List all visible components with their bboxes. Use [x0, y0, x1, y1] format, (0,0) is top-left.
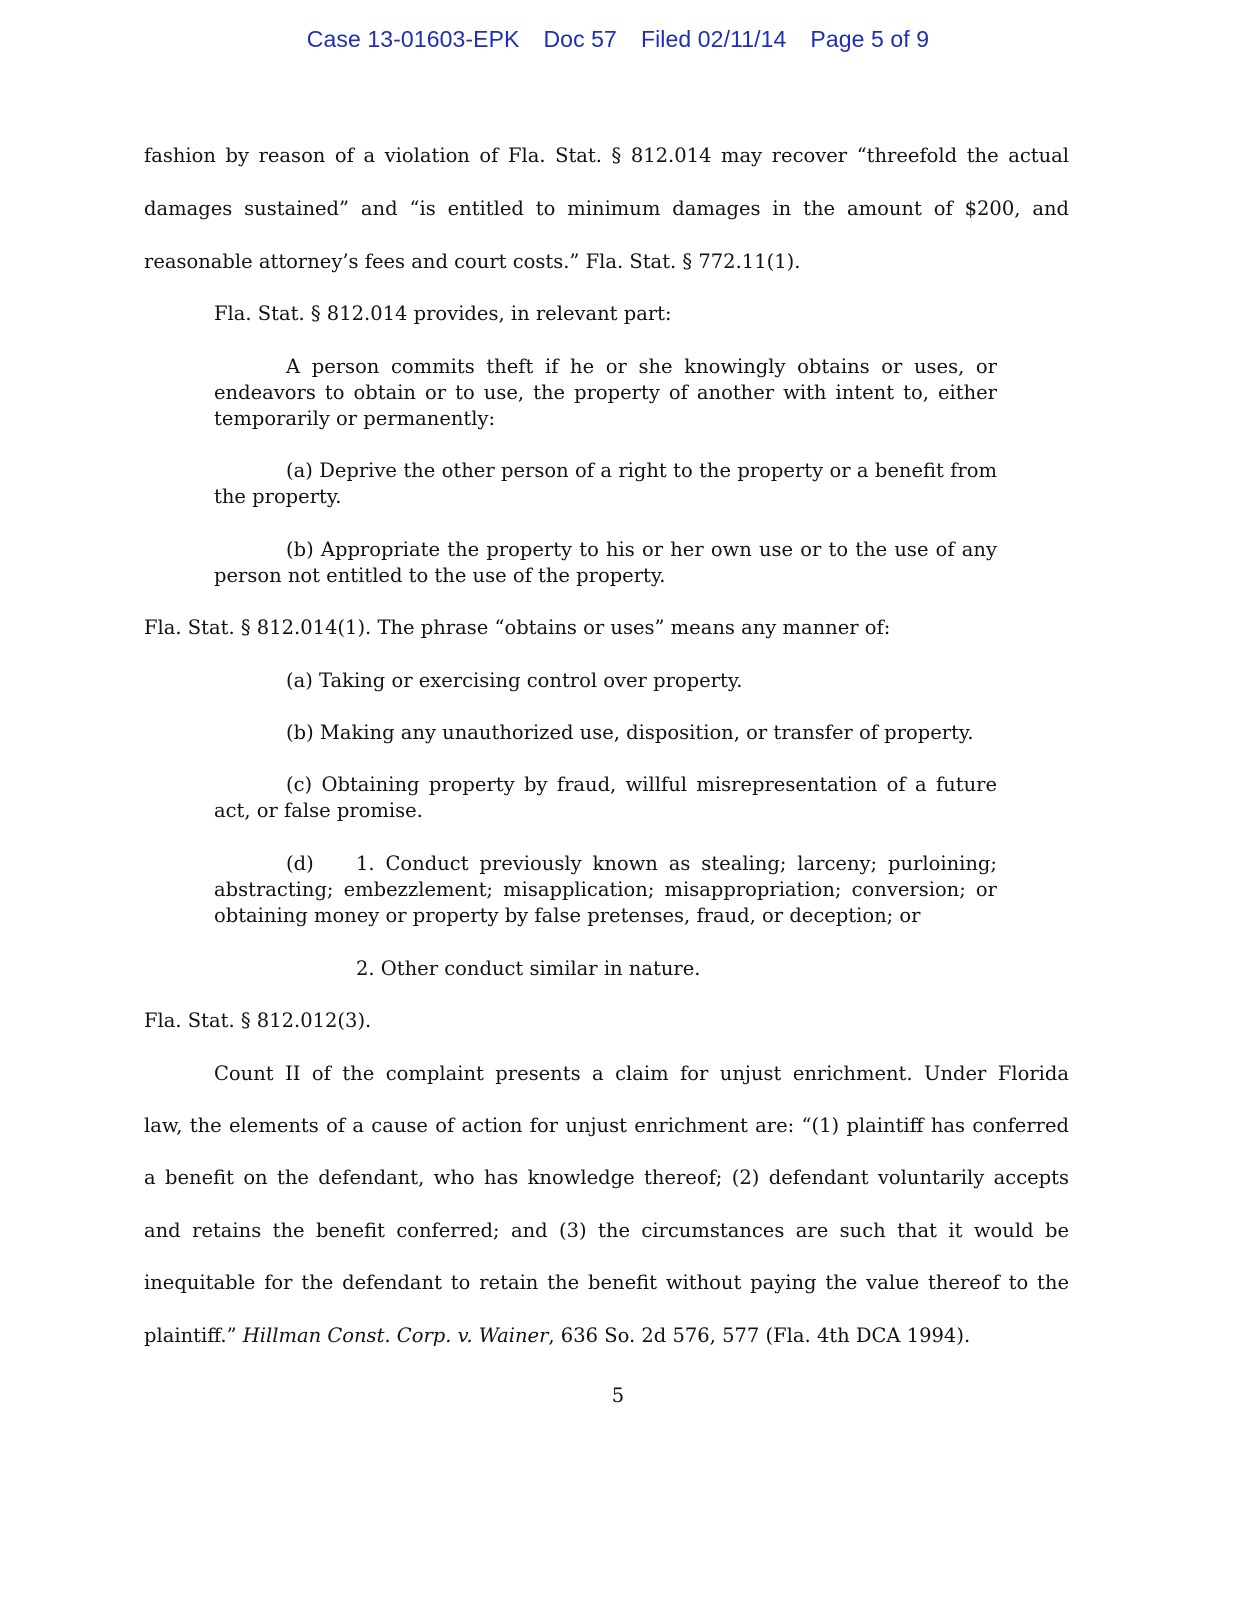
quote-line: person not entitled to the use of the property. — [214, 564, 666, 587]
quote-line: abstracting; embezzlement; misapplication; misappropriation; conversion; or — [214, 878, 997, 901]
doc-number: Doc 57 — [543, 26, 617, 52]
quote-line: act, or false promise. — [214, 799, 423, 822]
quote-line: A person commits theft if he or she knowingly obtains or uses, or — [286, 355, 997, 378]
quote-label: (d) — [286, 852, 314, 875]
body-line: and retains the benefit conferred; and (3) the circumstances are such that it would be — [144, 1219, 1069, 1242]
quote-line: (b) Making any unauthorized use, disposition, or transfer of property. — [286, 721, 974, 744]
body-line: law, the elements of a cause of action for unjust enrichment are: “(1) plaintiff has conferred — [144, 1114, 1069, 1137]
quote-line: (b) Appropriate the property to his or her own use or to the use of any — [286, 538, 997, 561]
page-number: 5 — [611, 1384, 625, 1407]
page-indicator: Page 5 of 9 — [810, 26, 930, 52]
quote-line: obtaining money or property by false pretenses, fraud, or deception; or — [214, 904, 921, 927]
filed-date: Filed 02/11/14 — [640, 26, 787, 52]
ecf-header — [0, 26, 1236, 53]
quote-line: (a) Taking or exercising control over property. — [286, 669, 743, 692]
body-line — [144, 1323, 970, 1349]
quote-line: the property. — [214, 485, 342, 508]
body-line: fashion by reason of a violation of Fla. Stat. § 812.014 may recover “threefold the actual — [144, 144, 1069, 167]
citation-pre: plaintiff.” — [144, 1324, 243, 1347]
body-line: Fla. Stat. § 812.014(1). The phrase “obtains or uses” means any manner of: — [144, 616, 891, 639]
quote-line: (c) Obtaining property by fraud, willful misrepresentation of a future — [286, 773, 997, 796]
body-line: Fla. Stat. § 812.014 provides, in relevant part: — [214, 302, 672, 325]
quote-line: 1. Conduct previously known as stealing; larceny; purloining; — [356, 852, 997, 875]
body-line: a benefit on the defendant, who has knowledge thereof; (2) defendant voluntarily accepts — [144, 1166, 1069, 1189]
quote-line: 2. Other conduct similar in nature. — [356, 957, 701, 980]
quote-line: (a) Deprive the other person of a right to the property or a benefit from — [286, 459, 997, 482]
body-line: Fla. Stat. § 812.012(3). — [144, 1009, 372, 1032]
case-number: Case 13-01603-EPK — [306, 26, 520, 52]
quote-line: temporarily or permanently: — [214, 407, 496, 430]
body-line: damages sustained” and “is entitled to minimum damages in the amount of $200, and — [144, 197, 1069, 220]
case-citation: Hillman Const. Corp. v. Wainer — [242, 1324, 549, 1347]
body-line: reasonable attorney’s fees and court costs.” Fla. Stat. § 772.11(1). — [144, 250, 801, 273]
body-line: Count II of the complaint presents a claim for unjust enrichment. Under Florida — [214, 1062, 1069, 1085]
quote-line: endeavors to obtain or to use, the property of another with intent to, either — [214, 381, 997, 404]
body-line: inequitable for the defendant to retain the benefit without paying the value thereof to the — [144, 1271, 1069, 1294]
citation-post: , 636 So. 2d 576, 577 (Fla. 4th DCA 1994). — [548, 1324, 971, 1347]
